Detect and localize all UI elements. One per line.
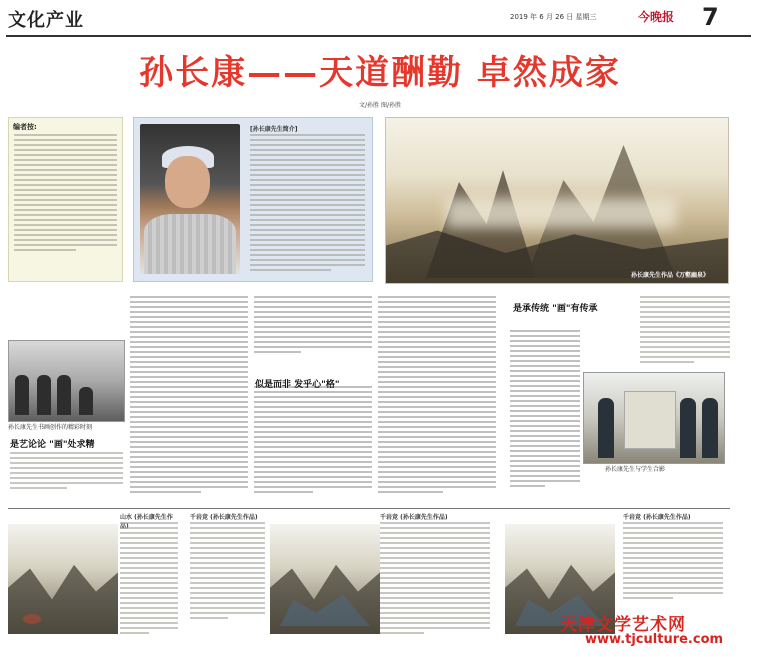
subhead-3: 是承传统 "画"有传承 [513, 304, 598, 314]
subhead-2: 似是而非 发乎心"格" [255, 380, 340, 390]
subhead-1: 是艺论论 "画"处求精 [10, 440, 95, 450]
gallery-text-2 [190, 522, 265, 622]
article-byline: 文/孙胜 图/孙胜 [359, 102, 401, 109]
right-column-body [640, 296, 730, 366]
body-column-4 [510, 296, 580, 506]
gallery-text-3 [380, 522, 490, 637]
gallery-divider [8, 508, 730, 509]
gallery-painting-2 [270, 524, 380, 634]
gallery-text-1 [120, 522, 178, 637]
gallery-item-3 [380, 512, 500, 647]
gallery-title-3: 千岩竞 (孙长康先生作品) [380, 514, 448, 521]
people-photo-caption: 孙长康先生与学生合影 [605, 466, 666, 473]
section-title: 文化产业 [8, 10, 84, 31]
artist-portrait-photo [140, 124, 240, 274]
editor-note-body [14, 134, 117, 254]
gallery-item-1 [8, 512, 178, 647]
group-photo-caption: 孙长康先生书画创作的精彩时刻 [8, 424, 93, 431]
page-number: 7 [702, 3, 719, 31]
gallery-item-2 [190, 512, 360, 647]
artist-with-students-photo [583, 372, 725, 464]
gallery-text-4 [623, 522, 723, 602]
gallery-painting-1 [8, 524, 118, 634]
profile-box-title: [孙长康先生简介] [250, 126, 298, 133]
article-body-columns [130, 296, 635, 506]
body-column-3 [378, 296, 496, 506]
gallery-title-1: 山水 (孙长康先生作 [120, 514, 173, 521]
main-landscape-painting [385, 117, 729, 284]
editor-note-box [8, 117, 123, 282]
body-column-2 [254, 296, 372, 506]
site-watermark-name: 天津文学艺术网 [560, 615, 686, 635]
site-watermark-url: www.tjculture.com [585, 632, 724, 647]
article-headline: 孙长康——天道酬勤 卓然成家 [139, 53, 621, 93]
issue-date: 2019 年 6 月 26 日 星期三 [510, 13, 597, 21]
left-column-body [10, 452, 123, 492]
group-photo [8, 340, 125, 422]
body-column-1 [130, 296, 248, 506]
profile-box-body [250, 134, 365, 274]
gallery-title-4: 千岩竞 (孙长康先生作品) [623, 514, 691, 521]
editor-note-title: 编者按: [13, 123, 37, 131]
main-painting-caption: 孙长康先生作品《万壑幽泉》 [631, 272, 710, 279]
newspaper-logo: 今晚报 [638, 10, 675, 24]
header-rule [6, 35, 751, 37]
gallery-title-2: 千岩竞 (孙长康先生作品) [190, 514, 258, 521]
